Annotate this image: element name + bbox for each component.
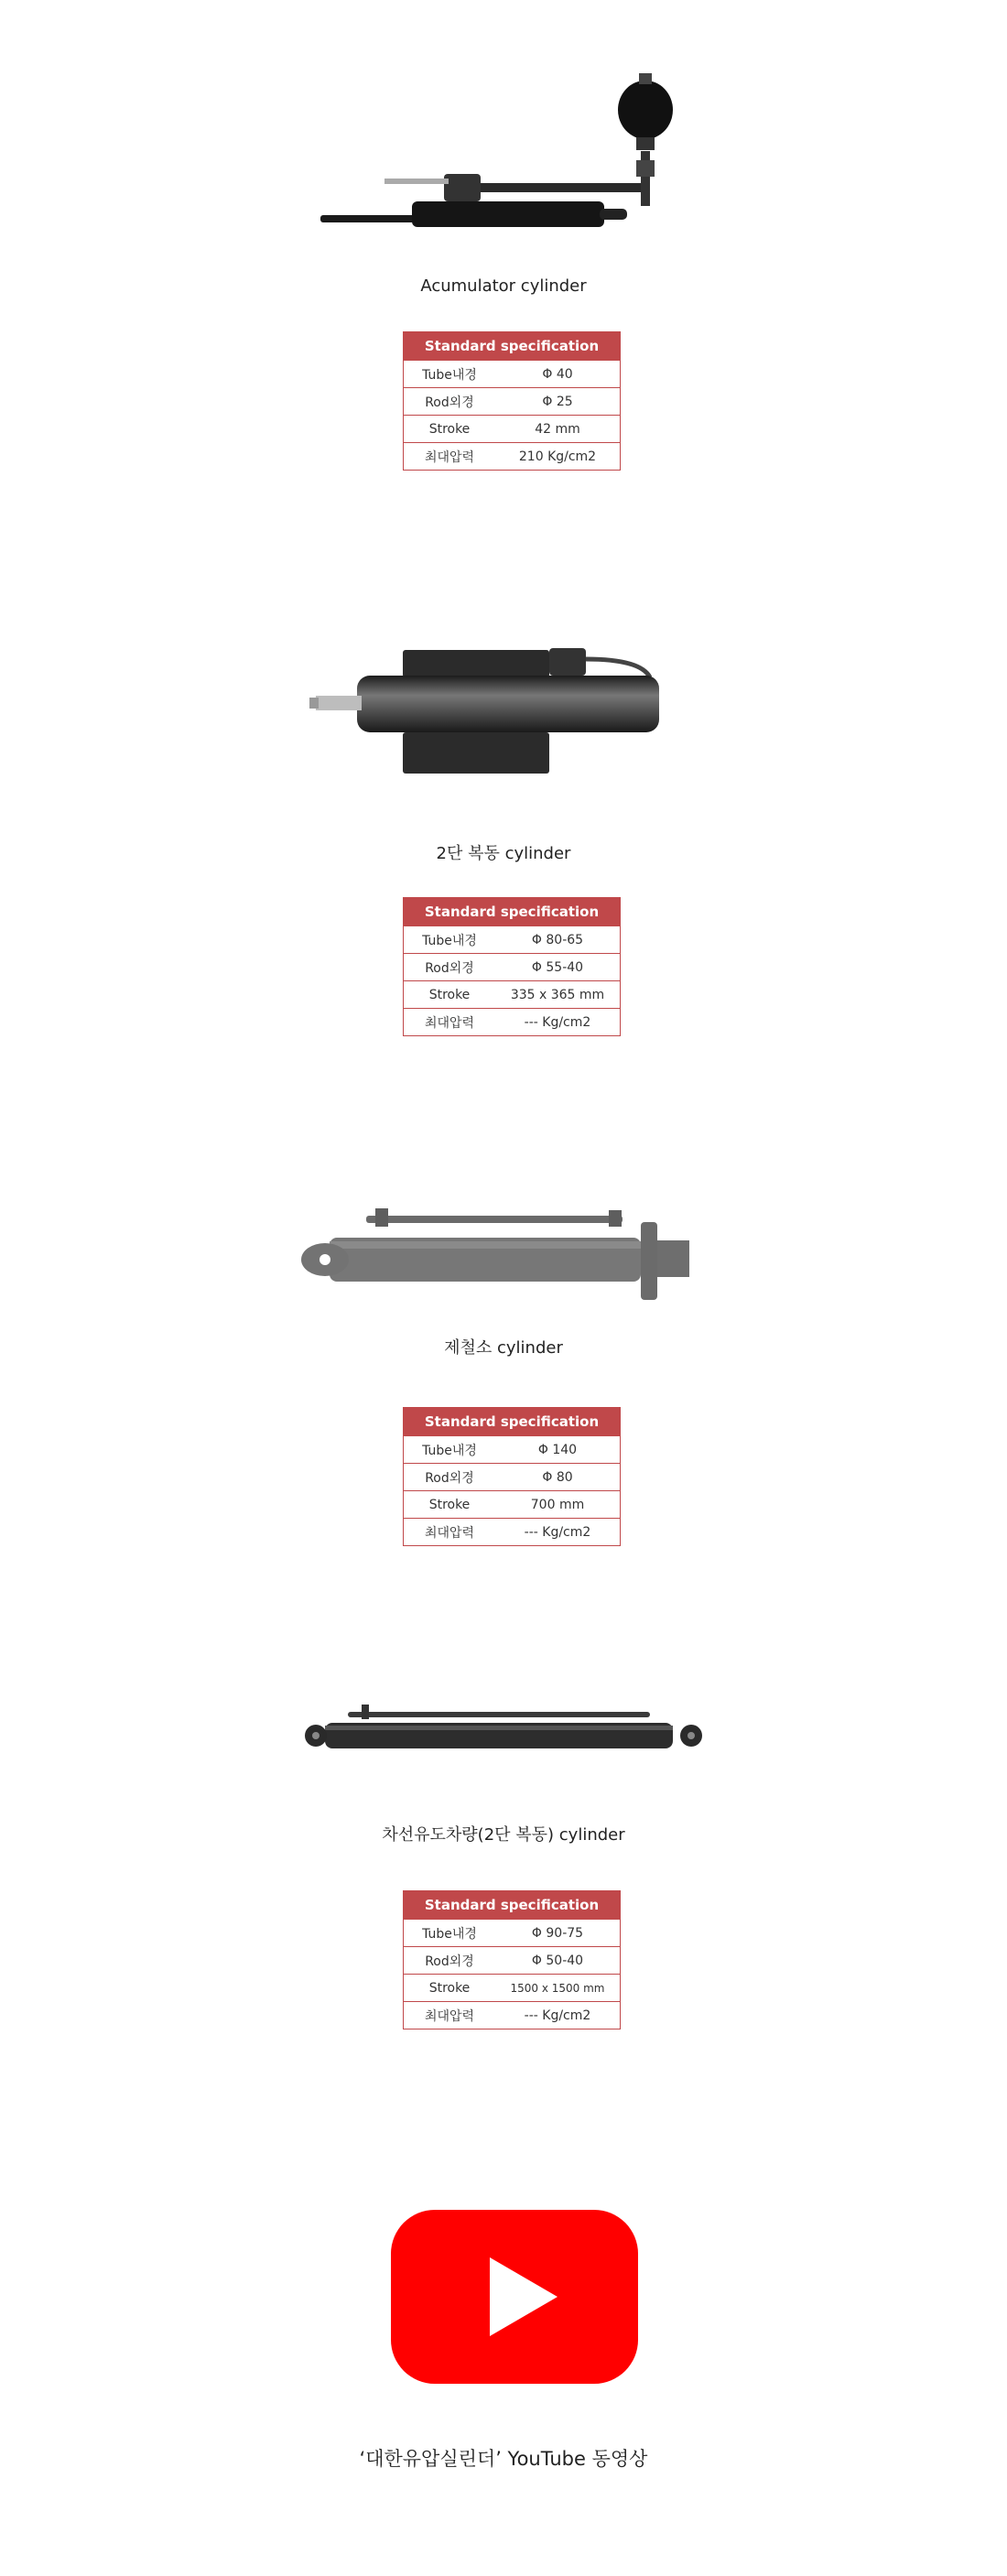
spec-row: [404, 1519, 621, 1546]
spec-header: Standard specification: [404, 898, 621, 926]
spec-table: [403, 1890, 621, 2029]
product-name: 제철소 cylinder: [444, 1338, 563, 1358]
spec-row: [404, 981, 621, 1009]
spec-label: Rod외경: [404, 388, 496, 416]
spec-value: 1500 x 1500 mm: [495, 1975, 621, 2002]
spec-row: [404, 1491, 621, 1519]
two-stage-cylinder-image: [275, 632, 732, 796]
spec-row: [404, 926, 621, 954]
spec-value: Φ 140: [495, 1436, 621, 1464]
spec-header: Standard specification: [404, 1891, 621, 1920]
spec-value: --- Kg/cm2: [495, 1519, 621, 1546]
spec-table: [403, 1407, 621, 1546]
spec-value: Φ 55-40: [495, 954, 621, 981]
spec-row: [404, 443, 621, 471]
spec-row: [404, 2002, 621, 2029]
spec-value: 700 mm: [495, 1491, 621, 1519]
spec-label: Tube내경: [404, 361, 496, 388]
spec-row: [404, 1947, 621, 1975]
spec-value: Φ 50-40: [495, 1947, 621, 1975]
spec-value: 210 Kg/cm2: [495, 443, 621, 471]
spec-table: [403, 897, 621, 1036]
spec-row: [404, 1009, 621, 1036]
steel-mill-cylinder-image: [275, 1199, 732, 1309]
spec-value: 42 mm: [495, 416, 621, 443]
spec-value: Φ 80-65: [495, 926, 621, 954]
spec-label: Tube내경: [404, 1920, 496, 1947]
spec-label: Tube내경: [404, 926, 496, 954]
product-name: Acumulator cylinder: [420, 276, 587, 296]
spec-label: Stroke: [404, 981, 496, 1009]
spec-value: --- Kg/cm2: [495, 1009, 621, 1036]
lane-guidance-cylinder-image: [275, 1694, 732, 1767]
spec-label: Stroke: [404, 1491, 496, 1519]
spec-row: [404, 1920, 621, 1947]
spec-header: Standard specification: [404, 332, 621, 361]
spec-row: [404, 1436, 621, 1464]
product-name: 차선유도차량(2단 복동) cylinder: [382, 1825, 625, 1845]
spec-label: Rod외경: [404, 1947, 496, 1975]
product-name: 2단 복동 cylinder: [436, 844, 571, 863]
spec-table: [403, 331, 621, 471]
spec-value: Φ 80: [495, 1464, 621, 1491]
spec-row: [404, 361, 621, 388]
spec-row: [404, 1464, 621, 1491]
spec-row: [404, 388, 621, 416]
spec-value: Φ 25: [495, 388, 621, 416]
spec-label: Stroke: [404, 1975, 496, 2002]
spec-label: Tube내경: [404, 1436, 496, 1464]
youtube-play-icon[interactable]: [391, 2210, 638, 2384]
spec-label: Stroke: [404, 416, 496, 443]
spec-header: Standard specification: [404, 1408, 621, 1436]
spec-row: [404, 416, 621, 443]
spec-label: 최대압력: [404, 443, 496, 471]
spec-value: Φ 40: [495, 361, 621, 388]
accumulator-cylinder-image: [275, 64, 732, 247]
youtube-caption[interactable]: ‘대한유압실린더’ YouTube 동영상: [359, 2448, 648, 2470]
spec-row: [404, 954, 621, 981]
spec-value: Φ 90-75: [495, 1920, 621, 1947]
spec-label: Rod외경: [404, 954, 496, 981]
spec-value: --- Kg/cm2: [495, 2002, 621, 2029]
spec-value: 335 x 365 mm: [495, 981, 621, 1009]
spec-row: [404, 1975, 621, 2002]
spec-label: 최대압력: [404, 1009, 496, 1036]
spec-label: Rod외경: [404, 1464, 496, 1491]
spec-label: 최대압력: [404, 1519, 496, 1546]
spec-label: 최대압력: [404, 2002, 496, 2029]
